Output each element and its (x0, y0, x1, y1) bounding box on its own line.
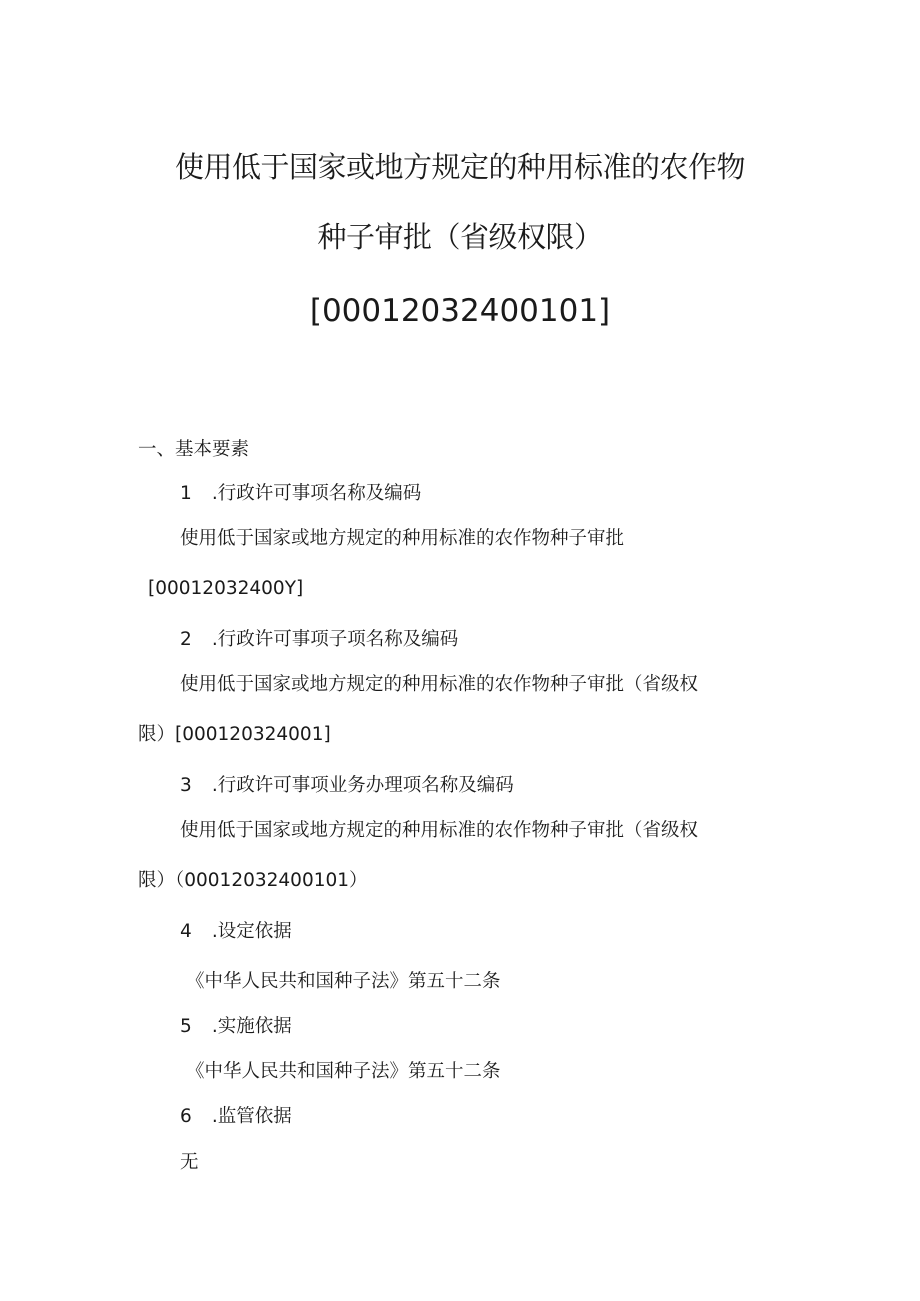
item-4-number: 4 (180, 921, 192, 942)
item-1-text-line1: 使用低于国家或地方规定的种用标准的农作物种子审批 (180, 528, 625, 549)
item-4-label: .设定依据 (206, 921, 292, 942)
item-3-number: 3 (180, 775, 192, 796)
item-3-text-line1: 使用低于国家或地方规定的种用标准的农作物种子审批（省级权 (180, 820, 699, 841)
item-3-heading (180, 774, 514, 798)
item-6-heading (180, 1105, 292, 1129)
doc-title-line1: 使用低于国家或地方规定的种用标准的农作物 (174, 150, 745, 184)
item-2-text-line2: 限）[000120324001] (138, 724, 331, 745)
item-2-label: .行政许可事项子项名称及编码 (206, 629, 459, 650)
item-6-label: .监管依据 (206, 1106, 292, 1127)
item-1-heading (180, 482, 421, 506)
item-1-label: .行政许可事项名称及编码 (206, 483, 422, 504)
item-5-label: .实施依据 (206, 1016, 292, 1037)
item-5-text: 《中华人民共和国种子法》第五十二条 (186, 1061, 501, 1082)
item-6-number: 6 (180, 1106, 192, 1127)
item-3-text-line2: 限）（00012032400101） (138, 870, 368, 891)
doc-title-line2: 种子审批（省级权限） (317, 220, 603, 254)
item-1-number: 1 (180, 483, 192, 504)
doc-title-code: [00012032400101] (309, 293, 611, 329)
section-heading: 一、基本要素 (138, 439, 250, 460)
item-2-text-line1: 使用低于国家或地方规定的种用标准的农作物种子审批（省级权 (180, 674, 699, 695)
item-5-number: 5 (180, 1016, 192, 1037)
item-5-heading (180, 1015, 292, 1039)
item-4-heading (180, 920, 292, 944)
item-4-text: 《中华人民共和国种子法》第五十二条 (186, 971, 501, 992)
item-2-heading (180, 628, 458, 652)
item-1-text-line2: [00012032400Y] (148, 578, 304, 599)
item-6-text: 无 (180, 1152, 199, 1173)
item-2-number: 2 (180, 629, 192, 650)
item-3-label: .行政许可事项业务办理项名称及编码 (206, 775, 514, 796)
